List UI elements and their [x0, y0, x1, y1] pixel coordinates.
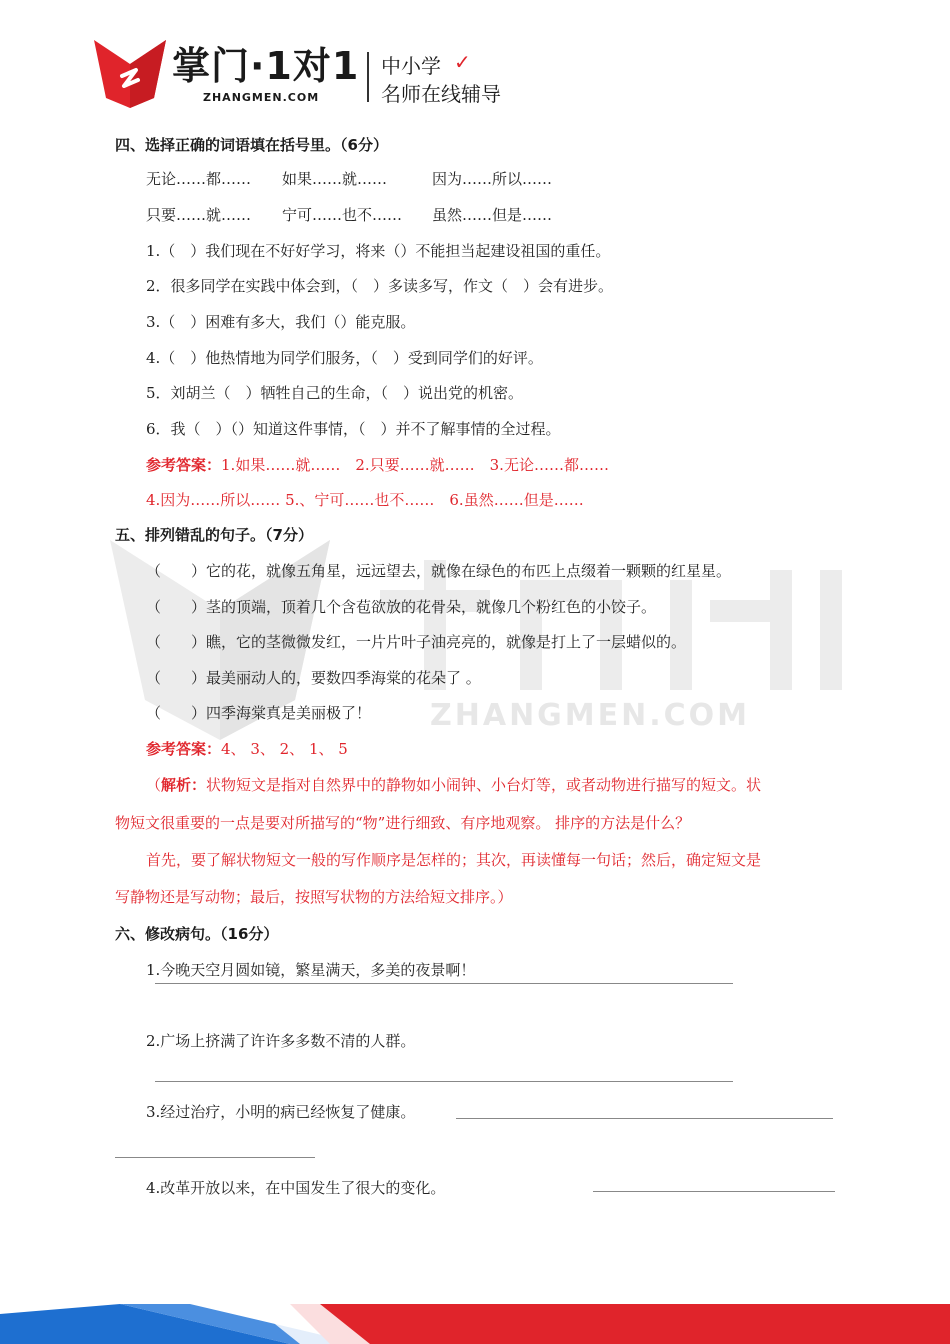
answer-line: 4.因为……所以…… 5.、宁可……也不…… 6.虽然……但是…… — [146, 491, 584, 509]
analysis-label: 解析： — [161, 776, 207, 794]
section4-title: 四、选择正确的词语填在括号里。（6分） — [115, 136, 388, 154]
option: 如果……就…… — [282, 170, 388, 188]
option: 宁可……也不…… — [282, 206, 403, 224]
question-item: 1.（ ）我们现在不好好学习，将来（）不能担当起建设祖国的重任。 — [146, 242, 611, 260]
sentence-item: （ ）瞧，它的茎微微发红，一片片叶子油亮亮的，就像是打上了一层蜡似的。 — [146, 633, 687, 651]
answer-text: 1.如果……就…… 2.只要……就…… 3.无论……都…… — [221, 456, 609, 474]
sick-sentence: 2.广场上挤满了许许多多数不清的人群。 — [146, 1032, 416, 1050]
option: 无论……都…… — [146, 170, 252, 188]
question-item: 6．我（ ）（）知道这件事情，（ ）并不了解事情的全过程。 — [146, 420, 561, 438]
header-divider — [367, 52, 369, 102]
answer-blank-line[interactable] — [155, 983, 733, 984]
footer-decoration — [0, 1304, 950, 1344]
analysis-line: 写静物还是写动物；最后，按照写状物的方法给短文排序。） — [115, 888, 513, 906]
answer-blank-line[interactable] — [155, 1081, 733, 1082]
question-item: 2．很多同学在实践中体会到，（ ）多读多写，作文（ ）会有进步。 — [146, 277, 614, 295]
brand-name: 掌门·1对1 — [172, 44, 360, 88]
question-item: 3.（ ）困难有多大，我们（）能克服。 — [146, 313, 416, 331]
watermark-url: ZHANGMEN.COM — [430, 698, 751, 733]
sentence-item: （ ）最美丽动人的，要数四季海棠的花朵了 。 — [146, 669, 481, 687]
answer-line — [146, 454, 609, 475]
zhangmen-logo-icon — [94, 40, 166, 108]
option: 因为……所以…… — [432, 170, 553, 188]
sick-sentence: 4.改革开放以来，在中国发生了很大的变化。 — [146, 1179, 446, 1197]
answer-label: 参考答案： — [146, 740, 222, 758]
answer-blank-line[interactable] — [456, 1118, 833, 1119]
section6-title: 六、修改病句。（16分） — [115, 925, 279, 943]
option: 只要……就…… — [146, 206, 252, 224]
slogan-line2: 名师在线辅导 — [381, 82, 501, 106]
check-icon: ✓ — [454, 50, 471, 74]
sentence-item: （ ）茎的顶端，顶着几个含苞欲放的花骨朵，就像几个粉红色的小饺子。 — [146, 598, 657, 616]
sick-sentence: 1.今晚天空月圆如镜，繁星满天，多美的夜景啊！ — [146, 961, 476, 979]
sentence-item: （ ）四季海棠真是美丽极了！ — [146, 704, 372, 722]
slogan-line1: 中小学 — [381, 54, 441, 78]
answer-line — [146, 738, 348, 759]
answer-blank-line[interactable] — [115, 1157, 315, 1158]
question-item: 4.（ ）他热情地为同学们服务，（ ）受到同学们的好评。 — [146, 349, 543, 367]
question-item: 5．刘胡兰（ ）牺牲自己的生命，（ ）说出党的机密。 — [146, 384, 524, 402]
analysis-line: 物短文很重要的一点是要对所描写的“物”进行细致、有序地观察。 排序的方法是什么？ — [115, 814, 691, 832]
answer-text: 4、 3、 2、 1、 5 — [221, 740, 348, 758]
option: 虽然……但是…… — [432, 206, 553, 224]
brand-url: ZHANGMEN.COM — [203, 91, 320, 104]
section5-title: 五、排列错乱的句子。（7分） — [115, 526, 313, 544]
answer-blank-line[interactable] — [593, 1191, 835, 1192]
sentence-item: （ ）它的花，就像五角星，远远望去，就像在绿色的布匹上点缀着一颗颗的红星星。 — [146, 562, 732, 580]
analysis-line: （解析：状物短文是指对自然界中的静物如小闹钟、小台灯等，或者动物进行描写的短文。状 — [146, 776, 762, 794]
answer-label: 参考答案： — [146, 456, 222, 474]
analysis-line: 首先，要了解状物短文一般的写作顺序是怎样的；其次，再读懂每一句话；然后，确定短文是 — [146, 851, 762, 869]
sick-sentence: 3.经过治疗，小明的病已经恢复了健康。 — [146, 1103, 416, 1121]
